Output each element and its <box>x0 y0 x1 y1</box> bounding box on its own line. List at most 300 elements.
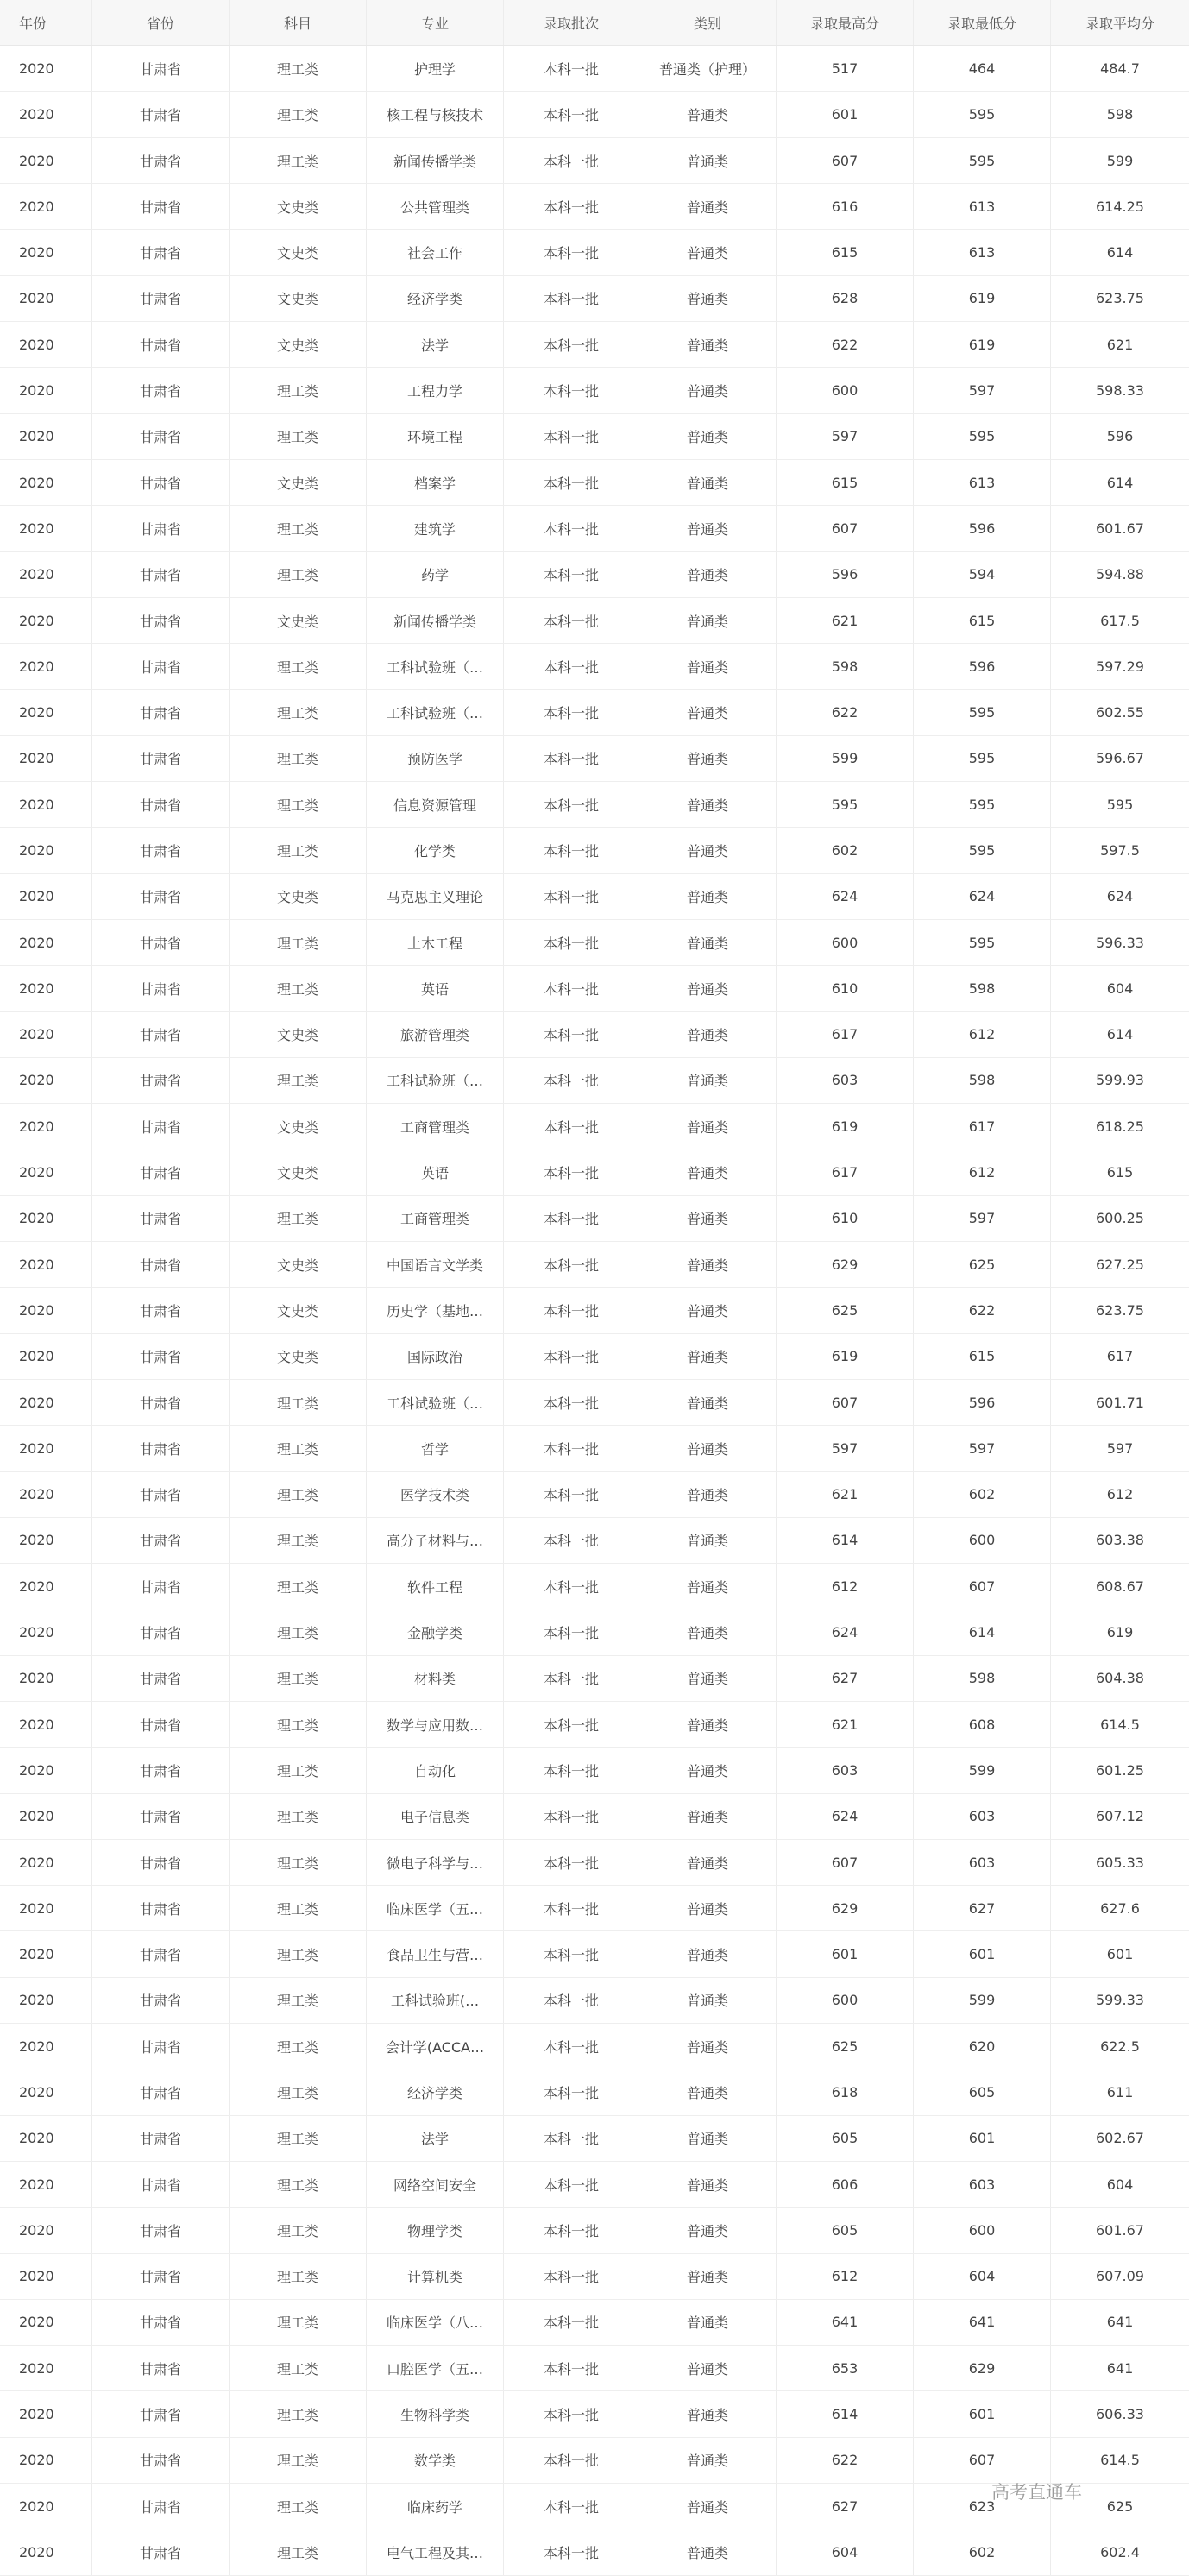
cell-year: 2020 <box>0 1149 92 1195</box>
cell-avg-score: 608.67 <box>1051 1564 1189 1609</box>
cell-avg-score: 601.67 <box>1051 506 1189 551</box>
cell-province: 甘肃省 <box>92 1242 230 1288</box>
cell-max-score: 622 <box>777 690 914 735</box>
cell-batch: 本科一批 <box>504 1333 639 1379</box>
cell-avg-score: 614.5 <box>1051 2437 1189 2483</box>
cell-batch: 本科一批 <box>504 506 639 551</box>
cell-major: 护理学 <box>367 46 504 91</box>
cell-major: 工科试验班（… <box>367 690 504 735</box>
cell-major: 金融学类 <box>367 1609 504 1655</box>
cell-category: 普通类 <box>639 1701 777 1747</box>
cell-year: 2020 <box>0 2346 92 2391</box>
cell-batch: 本科一批 <box>504 2115 639 2161</box>
cell-max-score: 600 <box>777 919 914 965</box>
table-row <box>0 1288 1189 1333</box>
cell-year: 2020 <box>0 782 92 828</box>
cell-major: 社会工作 <box>367 230 504 275</box>
cell-subject: 理工类 <box>230 2391 367 2437</box>
cell-subject: 理工类 <box>230 368 367 413</box>
cell-major: 信息资源管理 <box>367 782 504 828</box>
cell-major: 公共管理类 <box>367 184 504 230</box>
cell-major: 数学类 <box>367 2437 504 2483</box>
header-major: 专业 <box>367 0 504 46</box>
cell-category: 普通类 <box>639 1517 777 1563</box>
cell-avg-score: 595 <box>1051 782 1189 828</box>
cell-min-score: 608 <box>914 1701 1051 1747</box>
table-row <box>0 1011 1189 1057</box>
cell-avg-score: 641 <box>1051 2299 1189 2345</box>
cell-category: 普通类 <box>639 368 777 413</box>
cell-max-score: 618 <box>777 2069 914 2115</box>
cell-category: 普通类 <box>639 184 777 230</box>
cell-subject: 理工类 <box>230 2161 367 2207</box>
cell-province: 甘肃省 <box>92 1104 230 1149</box>
cell-category: 普通类 <box>639 1288 777 1333</box>
cell-category: 普通类 <box>639 1104 777 1149</box>
cell-avg-score: 607.12 <box>1051 1793 1189 1839</box>
cell-batch: 本科一批 <box>504 1471 639 1517</box>
table-row <box>0 644 1189 690</box>
cell-max-score: 624 <box>777 1609 914 1655</box>
cell-avg-score: 614.5 <box>1051 1701 1189 1747</box>
cell-major: 哲学 <box>367 1426 504 1471</box>
cell-max-score: 622 <box>777 2437 914 2483</box>
cell-province: 甘肃省 <box>92 1288 230 1333</box>
cell-max-score: 624 <box>777 873 914 919</box>
table-row <box>0 137 1189 183</box>
cell-max-score: 612 <box>777 2253 914 2299</box>
table-row <box>0 1748 1189 1793</box>
cell-major: 计算机类 <box>367 2253 504 2299</box>
cell-min-score: 598 <box>914 1057 1051 1103</box>
table-row <box>0 735 1189 781</box>
cell-major: 材料类 <box>367 1655 504 1701</box>
cell-min-score: 603 <box>914 1793 1051 1839</box>
cell-province: 甘肃省 <box>92 2346 230 2391</box>
cell-category: 普通类 <box>639 413 777 459</box>
cell-subject: 理工类 <box>230 2299 367 2345</box>
cell-avg-score: 596.33 <box>1051 919 1189 965</box>
table-row <box>0 1793 1189 1839</box>
cell-min-score: 627 <box>914 1886 1051 1931</box>
cell-major: 英语 <box>367 966 504 1011</box>
cell-max-score: 596 <box>777 551 914 597</box>
cell-batch: 本科一批 <box>504 1701 639 1747</box>
cell-avg-score: 619 <box>1051 1609 1189 1655</box>
table-row <box>0 1886 1189 1931</box>
cell-year: 2020 <box>0 322 92 368</box>
header-year: 年份 <box>0 0 92 46</box>
cell-min-score: 615 <box>914 1333 1051 1379</box>
cell-year: 2020 <box>0 1195 92 1241</box>
table-row <box>0 2529 1189 2575</box>
cell-min-score: 595 <box>914 91 1051 137</box>
cell-min-score: 619 <box>914 322 1051 368</box>
cell-avg-score: 617.5 <box>1051 597 1189 643</box>
cell-year: 2020 <box>0 2484 92 2529</box>
table-row <box>0 2253 1189 2299</box>
cell-year: 2020 <box>0 1793 92 1839</box>
cell-category: 普通类 <box>639 551 777 597</box>
cell-avg-score: 622.5 <box>1051 2024 1189 2069</box>
table-row <box>0 690 1189 735</box>
cell-max-score: 607 <box>777 137 914 183</box>
cell-category: 普通类 <box>639 91 777 137</box>
cell-subject: 理工类 <box>230 1057 367 1103</box>
cell-batch: 本科一批 <box>504 1977 639 2023</box>
cell-major: 环境工程 <box>367 413 504 459</box>
cell-year: 2020 <box>0 91 92 137</box>
table-row <box>0 322 1189 368</box>
cell-min-score: 607 <box>914 2437 1051 2483</box>
cell-avg-score: 607.09 <box>1051 2253 1189 2299</box>
cell-batch: 本科一批 <box>504 368 639 413</box>
cell-batch: 本科一批 <box>504 46 639 91</box>
cell-province: 甘肃省 <box>92 1471 230 1517</box>
cell-min-score: 603 <box>914 1839 1051 1885</box>
cell-category: 普通类 <box>639 2484 777 2529</box>
cell-min-score: 601 <box>914 1931 1051 1977</box>
cell-major: 中国语言文学类 <box>367 1242 504 1288</box>
table-row <box>0 459 1189 505</box>
cell-max-score: 629 <box>777 1886 914 1931</box>
cell-max-score: 621 <box>777 1701 914 1747</box>
cell-max-score: 597 <box>777 1426 914 1471</box>
cell-major: 临床医学（八… <box>367 2299 504 2345</box>
table-row <box>0 1333 1189 1379</box>
cell-year: 2020 <box>0 1011 92 1057</box>
cell-min-score: 595 <box>914 137 1051 183</box>
header-row <box>0 0 1189 46</box>
cell-category: 普通类 <box>639 459 777 505</box>
cell-avg-score: 614 <box>1051 459 1189 505</box>
cell-province: 甘肃省 <box>92 1655 230 1701</box>
cell-min-score: 601 <box>914 2115 1051 2161</box>
cell-min-score: 599 <box>914 1748 1051 1793</box>
table-row <box>0 91 1189 137</box>
table-row <box>0 1242 1189 1288</box>
cell-avg-score: 598 <box>1051 91 1189 137</box>
cell-province: 甘肃省 <box>92 137 230 183</box>
cell-avg-score: 623.75 <box>1051 275 1189 321</box>
cell-major: 自动化 <box>367 1748 504 1793</box>
cell-major: 口腔医学（五… <box>367 2346 504 2391</box>
cell-year: 2020 <box>0 2069 92 2115</box>
cell-min-score: 600 <box>914 1517 1051 1563</box>
cell-max-score: 610 <box>777 1195 914 1241</box>
cell-category: 普通类 <box>639 644 777 690</box>
cell-province: 甘肃省 <box>92 46 230 91</box>
cell-avg-score: 623.75 <box>1051 1288 1189 1333</box>
cell-subject: 文史类 <box>230 597 367 643</box>
cell-subject: 理工类 <box>230 1931 367 1977</box>
cell-year: 2020 <box>0 413 92 459</box>
cell-subject: 文史类 <box>230 184 367 230</box>
cell-avg-score: 614 <box>1051 230 1189 275</box>
cell-category: 普通类 <box>639 1839 777 1885</box>
cell-avg-score: 597.5 <box>1051 828 1189 873</box>
table-row <box>0 919 1189 965</box>
cell-category: 普通类 <box>639 1195 777 1241</box>
cell-min-score: 598 <box>914 1655 1051 1701</box>
cell-year: 2020 <box>0 735 92 781</box>
header-subject: 科目 <box>230 0 367 46</box>
cell-max-score: 600 <box>777 1977 914 2023</box>
cell-major: 药学 <box>367 551 504 597</box>
cell-max-score: 628 <box>777 275 914 321</box>
cell-subject: 文史类 <box>230 1104 367 1149</box>
cell-category: 普通类 <box>639 2024 777 2069</box>
cell-year: 2020 <box>0 506 92 551</box>
cell-province: 甘肃省 <box>92 184 230 230</box>
cell-subject: 理工类 <box>230 413 367 459</box>
cell-subject: 理工类 <box>230 2437 367 2483</box>
header-avg-score: 录取平均分 <box>1051 0 1189 46</box>
cell-avg-score: 601.71 <box>1051 1379 1189 1425</box>
cell-max-score: 604 <box>777 2529 914 2575</box>
cell-year: 2020 <box>0 2529 92 2575</box>
cell-max-score: 607 <box>777 1379 914 1425</box>
cell-year: 2020 <box>0 966 92 1011</box>
cell-max-score: 601 <box>777 1931 914 1977</box>
cell-category: 普通类 <box>639 1333 777 1379</box>
cell-avg-score: 601.25 <box>1051 1748 1189 1793</box>
cell-category: 普通类 <box>639 597 777 643</box>
cell-major: 软件工程 <box>367 1564 504 1609</box>
cell-avg-score: 627.25 <box>1051 1242 1189 1288</box>
cell-min-score: 614 <box>914 1609 1051 1655</box>
cell-batch: 本科一批 <box>504 735 639 781</box>
cell-min-score: 597 <box>914 1195 1051 1241</box>
table-row <box>0 1701 1189 1747</box>
cell-batch: 本科一批 <box>504 873 639 919</box>
cell-batch: 本科一批 <box>504 1011 639 1057</box>
cell-subject: 理工类 <box>230 782 367 828</box>
cell-major: 马克思主义理论 <box>367 873 504 919</box>
cell-avg-score: 594.88 <box>1051 551 1189 597</box>
cell-avg-score: 624 <box>1051 873 1189 919</box>
cell-batch: 本科一批 <box>504 1104 639 1149</box>
cell-batch: 本科一批 <box>504 1609 639 1655</box>
cell-year: 2020 <box>0 46 92 91</box>
cell-year: 2020 <box>0 459 92 505</box>
cell-year: 2020 <box>0 2299 92 2345</box>
cell-major: 微电子科学与… <box>367 1839 504 1885</box>
cell-batch: 本科一批 <box>504 919 639 965</box>
cell-max-score: 603 <box>777 1748 914 1793</box>
cell-batch: 本科一批 <box>504 2391 639 2437</box>
cell-year: 2020 <box>0 2437 92 2483</box>
table-header <box>0 0 1189 46</box>
cell-year: 2020 <box>0 1564 92 1609</box>
cell-max-score: 615 <box>777 459 914 505</box>
cell-min-score: 625 <box>914 1242 1051 1288</box>
cell-year: 2020 <box>0 1104 92 1149</box>
cell-min-score: 607 <box>914 1564 1051 1609</box>
cell-year: 2020 <box>0 2253 92 2299</box>
cell-province: 甘肃省 <box>92 1564 230 1609</box>
cell-batch: 本科一批 <box>504 322 639 368</box>
cell-major: 经济学类 <box>367 275 504 321</box>
cell-max-score: 614 <box>777 1517 914 1563</box>
cell-min-score: 596 <box>914 644 1051 690</box>
cell-subject: 理工类 <box>230 2529 367 2575</box>
cell-category: 普通类 <box>639 1886 777 1931</box>
cell-category: 普通类 <box>639 782 777 828</box>
cell-subject: 理工类 <box>230 1609 367 1655</box>
cell-min-score: 624 <box>914 873 1051 919</box>
cell-subject: 理工类 <box>230 966 367 1011</box>
cell-major: 新闻传播学类 <box>367 597 504 643</box>
cell-province: 甘肃省 <box>92 1149 230 1195</box>
cell-province: 甘肃省 <box>92 2069 230 2115</box>
cell-year: 2020 <box>0 275 92 321</box>
cell-avg-score: 612 <box>1051 1471 1189 1517</box>
table-body <box>0 46 1189 2575</box>
cell-subject: 理工类 <box>230 1426 367 1471</box>
cell-subject: 理工类 <box>230 919 367 965</box>
cell-batch: 本科一批 <box>504 1793 639 1839</box>
cell-batch: 本科一批 <box>504 2484 639 2529</box>
cell-max-score: 597 <box>777 413 914 459</box>
cell-max-score: 625 <box>777 1288 914 1333</box>
cell-max-score: 615 <box>777 230 914 275</box>
cell-category: 普通类 <box>639 2115 777 2161</box>
cell-year: 2020 <box>0 1426 92 1471</box>
cell-avg-score: 597 <box>1051 1426 1189 1471</box>
cell-max-score: 599 <box>777 735 914 781</box>
cell-max-score: 605 <box>777 2115 914 2161</box>
cell-year: 2020 <box>0 1333 92 1379</box>
cell-max-score: 619 <box>777 1333 914 1379</box>
cell-batch: 本科一批 <box>504 1379 639 1425</box>
cell-avg-score: 602.67 <box>1051 2115 1189 2161</box>
cell-min-score: 595 <box>914 413 1051 459</box>
cell-year: 2020 <box>0 2391 92 2437</box>
cell-subject: 理工类 <box>230 644 367 690</box>
cell-batch: 本科一批 <box>504 1564 639 1609</box>
cell-max-score: 629 <box>777 1242 914 1288</box>
cell-min-score: 602 <box>914 1471 1051 1517</box>
cell-avg-score: 596.67 <box>1051 735 1189 781</box>
cell-min-score: 605 <box>914 2069 1051 2115</box>
table-row <box>0 2208 1189 2253</box>
cell-category: 普通类 <box>639 919 777 965</box>
cell-major: 旅游管理类 <box>367 1011 504 1057</box>
cell-min-score: 602 <box>914 2529 1051 2575</box>
cell-min-score: 598 <box>914 966 1051 1011</box>
cell-major: 物理学类 <box>367 2208 504 2253</box>
cell-category: 普通类 <box>639 137 777 183</box>
cell-batch: 本科一批 <box>504 2437 639 2483</box>
cell-avg-score: 641 <box>1051 2346 1189 2391</box>
cell-subject: 理工类 <box>230 551 367 597</box>
cell-province: 甘肃省 <box>92 551 230 597</box>
cell-batch: 本科一批 <box>504 1839 639 1885</box>
cell-year: 2020 <box>0 551 92 597</box>
cell-category: 普通类 <box>639 2391 777 2437</box>
cell-province: 甘肃省 <box>92 1793 230 1839</box>
cell-batch: 本科一批 <box>504 1242 639 1288</box>
cell-province: 甘肃省 <box>92 597 230 643</box>
cell-year: 2020 <box>0 1379 92 1425</box>
cell-year: 2020 <box>0 137 92 183</box>
cell-year: 2020 <box>0 919 92 965</box>
table-row <box>0 230 1189 275</box>
cell-province: 甘肃省 <box>92 782 230 828</box>
cell-min-score: 623 <box>914 2484 1051 2529</box>
cell-category: 普通类 <box>639 1426 777 1471</box>
cell-province: 甘肃省 <box>92 1701 230 1747</box>
cell-category: 普通类 <box>639 1931 777 1977</box>
cell-year: 2020 <box>0 690 92 735</box>
cell-province: 甘肃省 <box>92 2208 230 2253</box>
cell-province: 甘肃省 <box>92 2161 230 2207</box>
cell-min-score: 600 <box>914 2208 1051 2253</box>
cell-avg-score: 604 <box>1051 2161 1189 2207</box>
cell-min-score: 595 <box>914 690 1051 735</box>
cell-min-score: 601 <box>914 2391 1051 2437</box>
table-row <box>0 1655 1189 1701</box>
cell-year: 2020 <box>0 1977 92 2023</box>
cell-year: 2020 <box>0 1288 92 1333</box>
cell-max-score: 600 <box>777 368 914 413</box>
cell-batch: 本科一批 <box>504 2161 639 2207</box>
cell-category: 普通类 <box>639 1011 777 1057</box>
cell-batch: 本科一批 <box>504 1426 639 1471</box>
cell-province: 甘肃省 <box>92 230 230 275</box>
cell-min-score: 597 <box>914 368 1051 413</box>
cell-year: 2020 <box>0 1701 92 1747</box>
cell-year: 2020 <box>0 184 92 230</box>
cell-province: 甘肃省 <box>92 1517 230 1563</box>
cell-province: 甘肃省 <box>92 413 230 459</box>
cell-major: 工商管理类 <box>367 1104 504 1149</box>
cell-subject: 理工类 <box>230 137 367 183</box>
cell-category: 普通类 <box>639 1748 777 1793</box>
cell-max-score: 602 <box>777 828 914 873</box>
cell-batch: 本科一批 <box>504 1517 639 1563</box>
table-row <box>0 46 1189 91</box>
cell-min-score: 620 <box>914 2024 1051 2069</box>
cell-major: 档案学 <box>367 459 504 505</box>
cell-major: 核工程与核技术 <box>367 91 504 137</box>
cell-batch: 本科一批 <box>504 2024 639 2069</box>
cell-batch: 本科一批 <box>504 459 639 505</box>
cell-min-score: 597 <box>914 1426 1051 1471</box>
cell-category: 普通类 <box>639 2529 777 2575</box>
cell-major: 会计学(ACCA… <box>367 2024 504 2069</box>
cell-year: 2020 <box>0 873 92 919</box>
watermark-logo-text: 高考直通车 <box>991 2478 1082 2504</box>
cell-year: 2020 <box>0 1655 92 1701</box>
cell-max-score: 616 <box>777 184 914 230</box>
table-row <box>0 1609 1189 1655</box>
cell-max-score: 622 <box>777 322 914 368</box>
cell-batch: 本科一批 <box>504 1195 639 1241</box>
cell-subject: 理工类 <box>230 1564 367 1609</box>
cell-subject: 理工类 <box>230 1839 367 1885</box>
cell-subject: 理工类 <box>230 690 367 735</box>
cell-province: 甘肃省 <box>92 873 230 919</box>
cell-category: 普通类 <box>639 1564 777 1609</box>
cell-avg-score: 602.55 <box>1051 690 1189 735</box>
cell-category: 普通类 <box>639 2299 777 2345</box>
cell-major: 工程力学 <box>367 368 504 413</box>
cell-subject: 文史类 <box>230 275 367 321</box>
cell-major: 工科试验班（… <box>367 644 504 690</box>
cell-max-score: 624 <box>777 1793 914 1839</box>
